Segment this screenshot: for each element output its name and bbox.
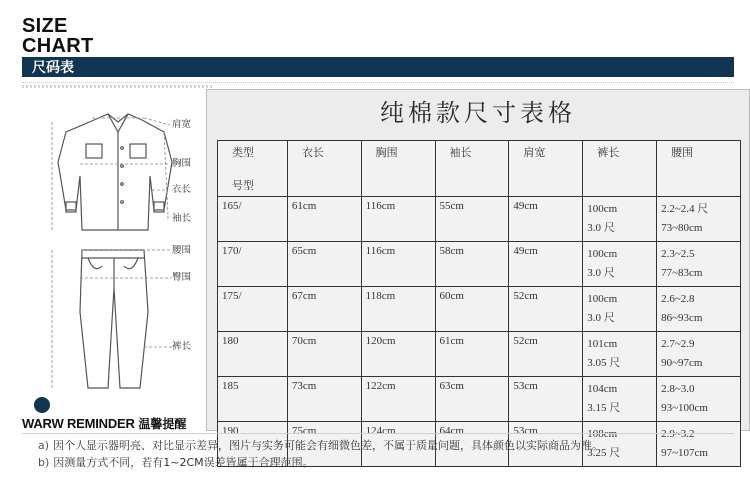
length-cell: 70cm <box>288 332 362 377</box>
table-row <box>218 287 741 332</box>
sleeve-cell: 55cm <box>436 197 510 242</box>
shirt-measure-lines <box>52 118 170 230</box>
pants-length-cell-line-2: 3.0 尺 <box>587 267 615 279</box>
pants-icon <box>80 250 148 388</box>
title-line-chart: CHART <box>22 35 94 57</box>
size-cell: 190 <box>218 422 288 467</box>
pants-length-cell <box>583 287 657 332</box>
note-a <box>38 439 603 453</box>
sleeve-cell: 58cm <box>436 242 510 287</box>
waist-cell-line-2: 73~80cm <box>661 222 703 234</box>
pants-length-cell-line-1: 104cm <box>587 383 618 395</box>
col-header: 袖长 <box>436 141 510 197</box>
table-header-row <box>218 141 741 197</box>
waist-cell <box>657 377 741 422</box>
label-length: 衣长 <box>172 184 192 195</box>
pants-length-cell-line-2: 3.25 尺 <box>587 447 621 459</box>
sleeve-cell: 61cm <box>436 332 510 377</box>
label-waist: 腰围 <box>172 245 192 256</box>
reminder-divider <box>22 433 734 434</box>
note-text: 因个人显示器明亮、对比显示差异，图片与实务可能会有细微色差，不属于质量问题，具体颜色以实际商品为准。 <box>53 439 604 452</box>
note-b <box>38 456 314 470</box>
label-shoulder: 肩宽 <box>172 119 192 130</box>
sleeve-cell: 60cm <box>436 287 510 332</box>
length-cell: 67cm <box>288 287 362 332</box>
pants-length-cell <box>583 242 657 287</box>
size-table <box>217 140 741 467</box>
corner-cell <box>218 141 288 197</box>
pants-length-cell <box>583 332 657 377</box>
chest-cell: 116cm <box>362 242 436 287</box>
shoulder-cell: 49cm <box>509 242 583 287</box>
label-chest: 胸围 <box>172 158 192 169</box>
pants-length-cell-line-2: 3.15 尺 <box>587 402 621 414</box>
garment-illustration <box>22 92 204 392</box>
reminder-title-en: WARW REMINDER <box>22 416 135 431</box>
length-cell: 61cm <box>288 197 362 242</box>
waist-cell-line-2: 90~97cm <box>661 357 703 369</box>
waist-cell-line-2: 93~100cm <box>661 402 708 414</box>
col-header: 裤长 <box>583 141 657 197</box>
corner-type-label: 类型 <box>232 146 254 159</box>
shoulder-cell: 53cm <box>509 422 583 467</box>
pants-length-cell-line-1: 108cm <box>587 428 618 440</box>
chest-cell: 118cm <box>362 287 436 332</box>
col-header: 衣长 <box>288 141 362 197</box>
note-key: b) <box>38 456 50 469</box>
note-key: a) <box>38 439 50 452</box>
chest-cell: 122cm <box>362 377 436 422</box>
note-text: 因测量方式不同，若有1~2CM误差皆属于合理范围。 <box>53 456 314 469</box>
chest-cell: 116cm <box>362 197 436 242</box>
length-cell: 75cm <box>288 422 362 467</box>
pants-length-cell-line-1: 100cm <box>587 293 618 305</box>
waist-cell <box>657 332 741 377</box>
waist-cell-line-1: 2.9~3.2 <box>661 428 695 440</box>
col-header: 肩宽 <box>509 141 583 197</box>
pants-length-cell <box>583 197 657 242</box>
waist-cell-line-1: 2.6~2.8 <box>661 293 695 305</box>
chest-cell: 120cm <box>362 332 436 377</box>
table-row <box>218 197 741 242</box>
size-cell: 185 <box>218 377 288 422</box>
size-cell: 175/ <box>218 287 288 332</box>
label-sleeve: 袖长 <box>172 213 192 224</box>
pants-length-cell-line-2: 3.0 尺 <box>587 312 615 324</box>
waist-cell <box>657 422 741 467</box>
shoulder-cell: 53cm <box>509 377 583 422</box>
title-line-size: SIZE <box>22 15 68 37</box>
reminder-title-cn: 温馨提醒 <box>138 417 187 431</box>
sleeve-cell: 63cm <box>436 377 510 422</box>
waist-cell <box>657 287 741 332</box>
shirt-icon <box>58 114 172 230</box>
pants-length-cell-line-2: 3.05 尺 <box>587 357 621 369</box>
size-cell: 180 <box>218 332 288 377</box>
waist-cell-line-1: 2.8~3.0 <box>661 383 695 395</box>
pants-length-cell-line-1: 100cm <box>587 248 618 260</box>
size-chart-banner <box>22 57 734 77</box>
col-header: 腰围 <box>657 141 741 197</box>
waist-cell-line-2: 86~93cm <box>661 312 703 324</box>
divider <box>22 82 734 83</box>
pants-length-cell <box>583 377 657 422</box>
corner-size-label: 号型 <box>232 179 254 192</box>
length-cell: 65cm <box>288 242 362 287</box>
waist-cell-line-2: 77~83cm <box>661 267 703 279</box>
table-title: 纯棉款尺寸表格 <box>380 99 576 127</box>
waist-cell-line-1: 2.2~2.4 尺 <box>661 203 709 215</box>
waist-cell-line-1: 2.3~2.5 <box>661 248 695 260</box>
chest-cell: 124cm <box>362 422 436 467</box>
pants-length-cell-line-2: 3.0 尺 <box>587 222 615 234</box>
table-row <box>218 242 741 287</box>
col-header: 胸围 <box>362 141 436 197</box>
label-pants-length: 裤长 <box>172 341 192 352</box>
size-cell: 170/ <box>218 242 288 287</box>
table-row <box>218 377 741 422</box>
pants-length-cell-line-1: 100cm <box>587 203 618 215</box>
length-cell: 73cm <box>288 377 362 422</box>
waist-cell <box>657 242 741 287</box>
waist-cell <box>657 197 741 242</box>
waist-cell-line-1: 2.7~2.9 <box>661 338 695 350</box>
reminder-heading <box>22 416 186 432</box>
size-chart-title <box>22 16 94 56</box>
banner-label: 尺码表 <box>32 59 74 75</box>
reminder-bullet-icon <box>34 397 50 413</box>
sleeve-cell: 64cm <box>436 422 510 467</box>
table-row <box>218 332 741 377</box>
pants-length-cell-line-1: 101cm <box>587 338 618 350</box>
shoulder-cell: 52cm <box>509 332 583 377</box>
label-hip: 臀围 <box>172 272 192 283</box>
table-body <box>218 197 741 467</box>
size-cell: 165/ <box>218 197 288 242</box>
shoulder-cell: 52cm <box>509 287 583 332</box>
waist-cell-line-2: 97~107cm <box>661 447 708 459</box>
fine-print-decoration <box>22 85 212 88</box>
shoulder-cell: 49cm <box>509 197 583 242</box>
